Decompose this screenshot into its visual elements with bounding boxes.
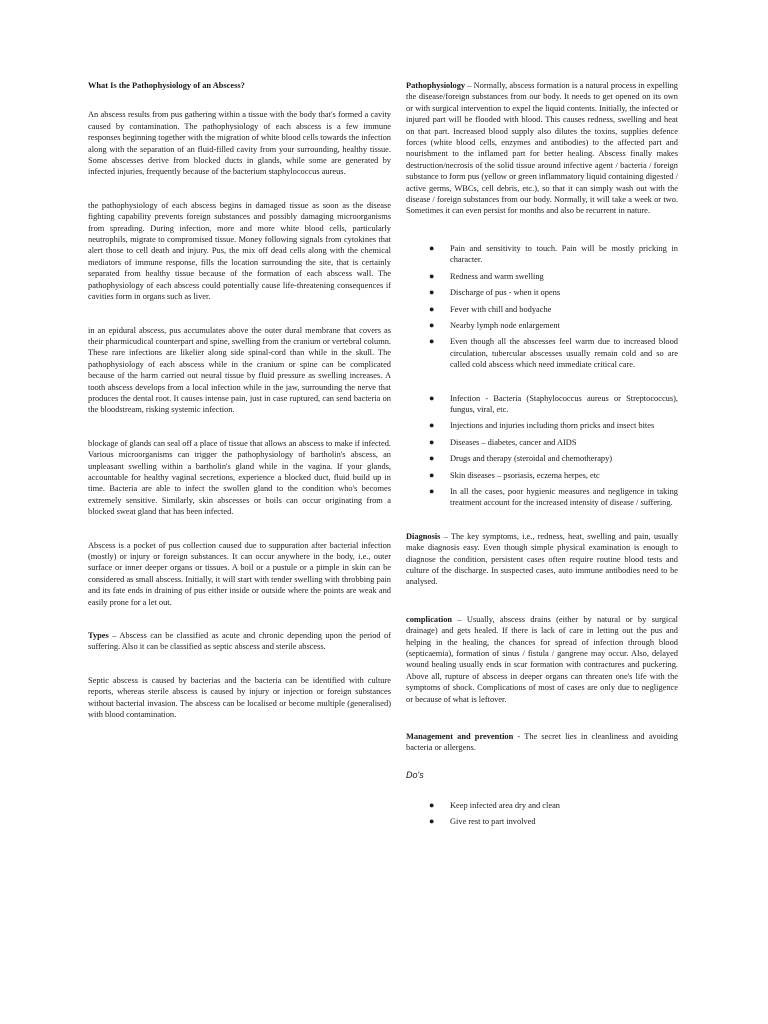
bullet-icon: ●: [429, 303, 435, 314]
body-paragraph: in an epidural abscess, pus accumulates above the outer dural membrane that covers as their pharmicudical counterpart and spine, swelling from the cranium or vertebral column. These rare infections are likelier along side spinal-cord than while in the skull. The pathophysiology of each abscess while in the cranium or spine can be complicated because of the harm carried out neural tissue by fluid pressure as swelling increases. A tooth abscess develops from a local infection while in the jaw, surrounding the nerve that produces the dental root. It causes intense pain, just in case ruptured, can send bacteria on the bloodstream, risking systemic infection.: [88, 325, 391, 415]
symptoms-list: [406, 243, 678, 371]
management-text: - The secret lies in cleanliness and avoiding bacteria or allergens.: [406, 732, 678, 753]
body-paragraph: the pathophysiology of each abscess begins in damaged tissue as soon as the disease fighting capability prevents foreign substances and possibly damaging microorganisms from spreading. During infection, more and more white blood cells, particularly neutrophils, migrate to compromised tissue. Money following signals from cytokines that alert those to cell death and injury. Pus, the mix off dead cells along with the chemical mediators of immune response, fills the location surrounding the site, that is certainly separated from healthy tissue because of the formation of each abscess wall. The pathophysiology of each abscess could potentially cause life-threatening consequences if cavities form in organs such as liver.: [88, 200, 391, 302]
pathophysiology-heading: Pathophysiology: [406, 81, 466, 90]
bullet-icon: ●: [429, 799, 435, 810]
article-title: What Is the Pathophysiology of an Abscess?: [88, 81, 245, 90]
management-paragraph: [406, 731, 678, 754]
list-item: ● Redness and warm swelling: [429, 270, 544, 281]
right-column: [406, 80, 678, 850]
dos-heading: Do's: [406, 769, 424, 780]
dos-list: [406, 800, 678, 828]
diagnosis-paragraph: [406, 531, 678, 588]
bullet-icon: ●: [429, 816, 435, 827]
bullet-icon: ●: [429, 392, 435, 403]
list-item: ● In all the cases, poor hygienic measures and negligence in taking treatment account for the increased intensity of disease / suffering.: [429, 485, 678, 508]
types-heading: Types: [88, 631, 109, 641]
list-item: ● Fever with chill and bodyache: [429, 303, 552, 314]
management-heading: Management and prevention: [406, 732, 514, 742]
complication-heading: complication: [406, 614, 453, 624]
left-column: [88, 80, 391, 742]
causes-list: [406, 393, 678, 509]
body-paragraph: blockage of glands can seal off a place of tissue that allows an abscess to make if infected. Various microorganisms can trigger the pathophysiology of bartholin's abscess, an unpleasant swelling within a bartholin's gland while in the vagina. If your glands, accountable for healthy vaginal secretions, experience a blocked duct, fluid build up in time. Bacteria are able to infect the swollen gland to the condition who's becomes extremely sensitive. Similarly, skin abscesses or boils can occur originating from a blocked sweat gland that has been infected.: [88, 438, 391, 517]
bullet-icon: ●: [429, 242, 435, 253]
list-item: ● Diseases – diabetes, cancer and AIDS: [429, 436, 577, 447]
list-item: ● Keep infected area dry and clean: [429, 799, 560, 810]
list-item: ● Skin diseases – psoriasis, eczema herpes, etc: [429, 469, 600, 480]
list-item: ● Give rest to part involved: [429, 816, 536, 827]
bullet-icon: ●: [429, 270, 435, 281]
complication-paragraph: [406, 614, 678, 705]
bullet-icon: ●: [429, 319, 435, 330]
bullet-icon: ●: [429, 420, 435, 431]
list-item: ● Nearby lymph node enlargement: [429, 319, 560, 330]
types-text: – Abscess can be classified as acute and chronic depending upon the period of suffering. Also it can be classified as septic abscess and sterile abscess.: [88, 631, 392, 652]
bullet-icon: ●: [429, 453, 435, 464]
bullet-icon: ●: [429, 469, 435, 480]
pathophysiology-text: – Normally, abscess formation is a natural process in expelling the disease/foreign substances from our body. It needs to get opened on its own or with surgical intervention to expel the liquid contents. Initially, the infected or injured part will be flooded with blood. This causes redness, swelling and heat on that part. Increased blood supply also dilutes the toxins, supplies defence forces (white blood cells, enzymes and antibodies) to the affected part and nourishment to the inflamed part for better healing. Abscess finally makes destruction/necrosis of the solid tissue around infective agent / bacteria / foreign substance to form pus (yellow or green inflammatory liquid containing digested / active germs, WBCs, cell debris, etc.), so that it can simply wash out with the disease / foreign substances from our body. Normally, it will take a week or two. Sometimes it can even persist for months and also be recurrent in nature.: [406, 81, 678, 216]
list-item: ● Even though all the abscesses feel warm due to increased blood circulation, tubercular abscesses usually remain cold and so are called cold abscess which need immediate critical care.: [429, 336, 678, 370]
bullet-icon: ●: [429, 436, 435, 447]
diagnosis-text: – The key symptoms, i.e., redness, heat, swelling and pain, usually make diagnosis easy. Even though simple physical examination is enough to diagnose the condition, persistent cases often require routine blood tests and culture of the discharge. In suspected cases, auto immune antibodies need to be analysed.: [406, 531, 679, 587]
bullet-icon: ●: [429, 336, 435, 347]
list-item: ● Infection - Bacteria (Staphylococcus aureus or Streptococcus), fungus, viral, etc.: [429, 392, 678, 414]
diagnosis-heading: Diagnosis: [406, 531, 441, 541]
complication-text: – Usually, abscess drains (either by natural or by surgical drainage) and gets healed. If there is lack of care in letting out the pus and helping in the healing, the chances for spread of infection through blood (septicaemia), formation of sinus / fistula / gangrene may occur. Also, delayed wound healing usually ends in scar formation with contractures and puckering. Above all, rupture of abscess in deeper organs can threaten one's life with the symptoms of shock. Complications of most of cases are only due to negligence or because of what is leftover.: [406, 614, 678, 704]
list-item: ● Drugs and therapy (steroidal and chemotherapy): [429, 453, 613, 464]
list-item: ● Discharge of pus - when it opens: [429, 287, 561, 298]
pathophysiology-paragraph: [406, 80, 678, 217]
bullet-icon: ●: [429, 485, 435, 496]
septic-paragraph: Septic abscess is caused by bacterias and the bacteria can be identified with culture reports, whereas sterile abscess is caused by injury or injection or foreign substances without bacterial invasion. The abscess can be localised or become multiple (generalised) with blood contamination.: [88, 675, 391, 720]
list-item: ● Injections and injuries including thorn pricks and insect bites: [429, 420, 655, 431]
list-item: ● Pain and sensitivity to touch. Pain will be mostly pricking in character.: [429, 242, 678, 265]
intro-paragraph: An abscess results from pus gathering within a tissue with the body that's formed a cavity caused by contamination. The pathophysiology of each abscess is a few immune responses beginning together with the migration of white blood cells towards the infection along with the separation of an fluid-filled cavity from your surrounding, healthy tissue. Some abscesses derive from blocked ducts in glands, while some are generated by infected injuries, frequently because of the bacterium staphylococcus aureus.: [88, 110, 391, 177]
types-paragraph: [88, 630, 391, 653]
bullet-icon: ●: [429, 287, 435, 298]
body-paragraph: Abscess is a pocket of pus collection caused due to suppuration after bacterial infection (mostly) or injury or foreign substances. It can occur anywhere in the body, i.e., outer surface or inner deeper organs or tissues. A boil or a pustule or a pimple in skin can be considered as small abscess. Initially, it will start with tender swelling with throbbing pain and its fate ends in draining of pus either inside or outside where the points are weak and easily prone for a let out.: [88, 540, 391, 607]
